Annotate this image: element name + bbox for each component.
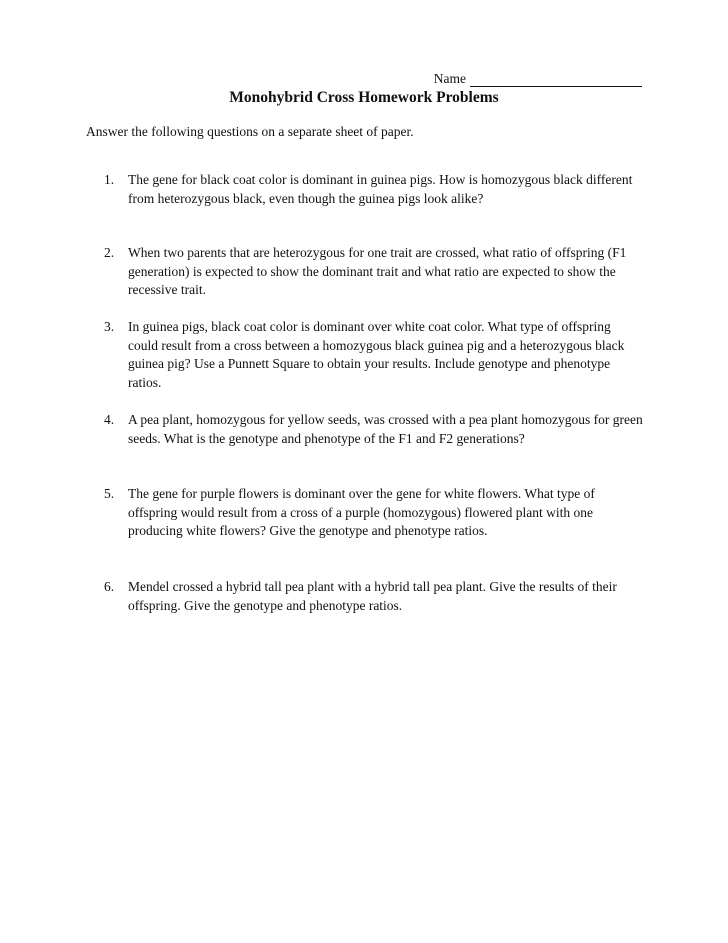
question-text: Mendel crossed a hybrid tall pea plant with a hybrid tall pea plant. Give the results of their offspring. Give the genotype and phenotype ratios.	[128, 579, 617, 613]
question-item	[104, 411, 644, 448]
question-number: 1.	[104, 172, 115, 187]
question-text: In guinea pigs, black coat color is dominant over white coat color. What type of offspring could result from a cross between a homozygous black guinea pig and a heterozygous black guinea pig? Use a Punnett Square to obtain your results. Include genotype and phenotype ratios.	[128, 319, 625, 390]
question-item	[104, 578, 644, 615]
question-number: 5.	[104, 486, 115, 501]
question-number: 6.	[104, 579, 115, 594]
name-label: Name	[433, 71, 466, 86]
question-text: A pea plant, homozygous for yellow seeds, was crossed with a pea plant homozygous for green seeds. What is the genotype and phenotype of the F1 and F2 generations?	[128, 412, 643, 446]
question-item	[104, 485, 644, 541]
name-blank-line	[470, 73, 642, 87]
question-text: When two parents that are heterozygous for one trait are crossed, what ratio of offspring (F1 generation) is expected to show the dominant trait and what ratio are expected to show the recessive trait.	[128, 245, 627, 298]
name-field	[434, 71, 642, 87]
question-text: The gene for black coat color is dominant in guinea pigs. How is homozygous black different from heterozygous black, even though the guinea pigs look alike?	[128, 172, 633, 206]
question-number: 2.	[104, 245, 115, 260]
question-number: 3.	[104, 319, 115, 334]
question-item	[104, 244, 644, 300]
question-item	[104, 318, 644, 392]
question-item	[104, 171, 644, 208]
question-text: The gene for purple flowers is dominant over the gene for white flowers. What type of offspring would result from a cross of a purple (homozygous) flowered plant with one producing white flowers? Give the genotype and phenotype ratios.	[128, 486, 595, 539]
instructions-text: Answer the following questions on a separate sheet of paper.	[86, 124, 414, 139]
page-title: Monohybrid Cross Homework Problems	[229, 89, 499, 106]
question-number: 4.	[104, 412, 115, 427]
